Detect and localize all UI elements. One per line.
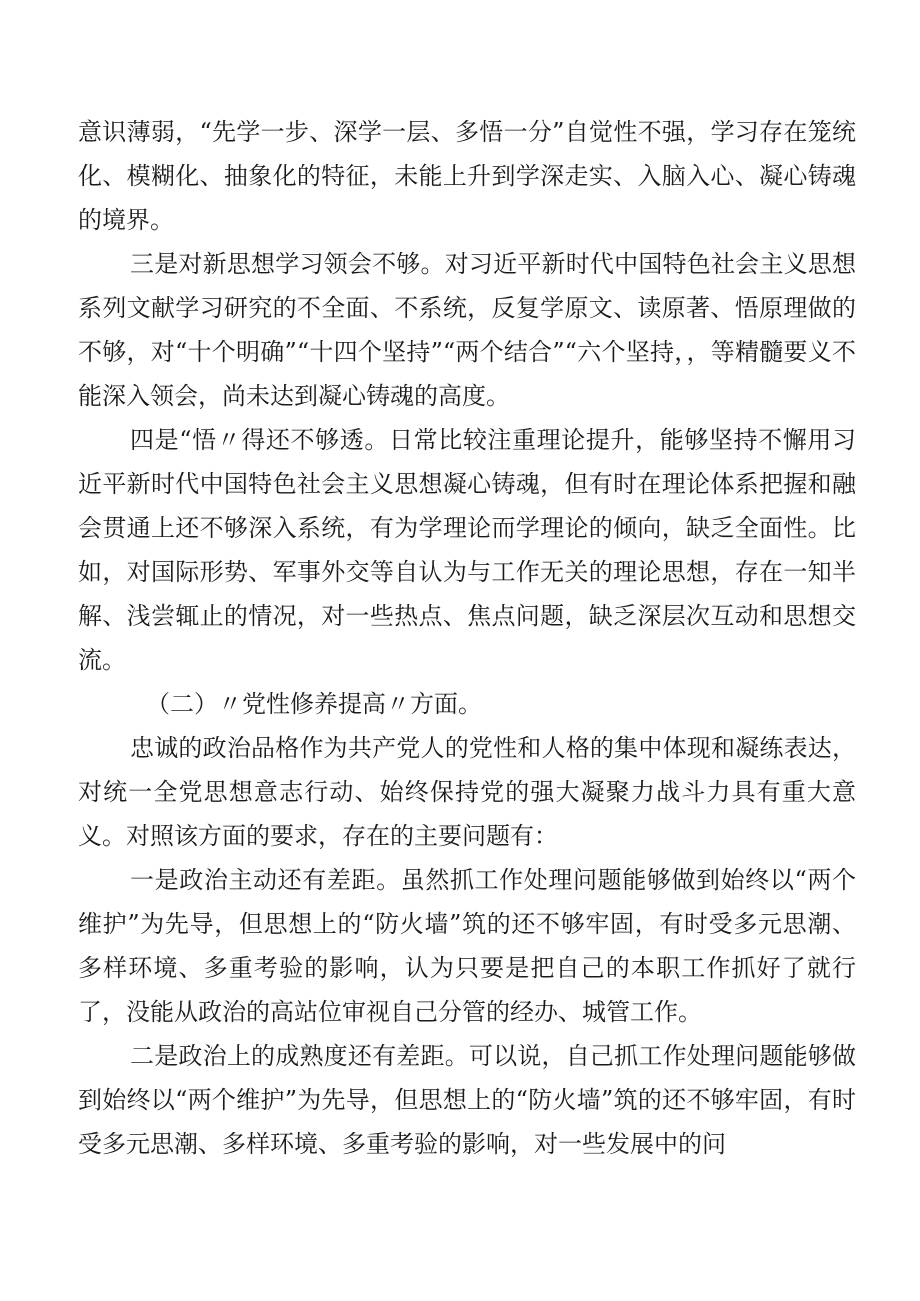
paragraph-continuation: 意识薄弱，“先学一步、深学一层、多悟一分”自觉性不强，学习存在笼统化、模糊化、抽象化的特征，未能上升到学深走实、入脑入心、凝心铸魂的境界。 bbox=[78, 118, 856, 234]
paragraph-point-three: 三是对新思想学习领会不够。对习近平新时代中国特色社会主义思想系列文献学习研究的不全面、不系统，反复学原文、读原著、悟原理做的不够，对“十个明确”“十四个坚持”“两个结合”“六个坚持，，等精髓要义不能深入领会，尚未达到凝心铸魂的高度。 bbox=[78, 250, 856, 410]
paragraph-intro: 忠诚的政治品格作为共产党人的党性和人格的集中体现和凝练表达，对统一全党思想意志行动、始终保持党的强大凝聚力战斗力具有重大意义。对照该方面的要求，存在的主要问题有： bbox=[78, 734, 856, 850]
section-heading: （二）〃党性修养提高〃方面。 bbox=[146, 690, 482, 718]
paragraph-point-two: 二是政治上的成熟度还有差距。可以说，自己抓工作处理问题能够做到始终以“两个维护”为先导，但思想上的“防火墙”筑的还不够牢固，有时受多元思潮、多样环境、多重考验的影响，对一些发展中的问 bbox=[78, 1042, 856, 1158]
paragraph-point-four: 四是“悟〃得还不够透。日常比较注重理论提升，能够坚持不懈用习近平新时代中国特色社会主义思想凝心铸魂，但有时在理论体系把握和融会贯通上还不够深入系统，有为学理论而学理论的倾向，缺乏全面性。比如，对国际形势、军事外交等自认为与工作无关的理论思想，存在一知半解、浅尝辄止的情况，对一些热点、焦点问题，缺乏深层次互动和思想交流。 bbox=[78, 426, 856, 674]
paragraph-point-one: 一是政治主动还有差距。虽然抓工作处理问题能够做到始终以“两个维护”为先导，但思想上的“防火墙”筑的还不够牢固，有时受多元思潮、多样环境、多重考验的影响，认为只要是把自己的本职工作抓好了就行了，没能从政治的高站位审视自己分管的经办、城管工作。 bbox=[78, 866, 856, 1026]
